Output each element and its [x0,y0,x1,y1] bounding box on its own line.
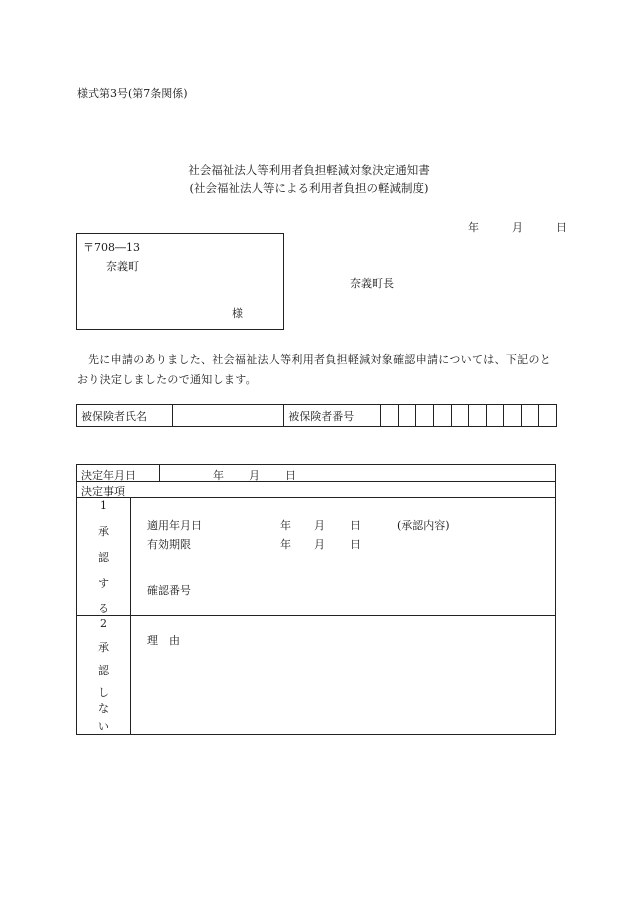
approve-char: す [98,577,109,590]
insured-number-label: 被保険者番号 [284,405,381,427]
apply-month: 月 [314,519,325,532]
issue-date-year: 年 [468,221,479,234]
insured-number-digit[interactable] [434,405,452,427]
decision-date-month: 月 [249,469,260,482]
valid-year: 年 [280,538,291,551]
postal-code: 〒708―13 [83,241,140,254]
document-title: 社会福祉法人等利用者負担軽減対象決定通知書 [188,163,430,177]
issue-date-month: 月 [512,221,523,234]
reject-char: し [98,686,109,699]
insured-number-digit[interactable] [451,405,469,427]
approve-number: 1 [100,499,107,512]
divider [77,615,555,616]
approve-char: 認 [98,551,109,564]
insured-number-digit[interactable] [398,405,416,427]
divider [77,497,555,498]
form-number: 様式第3号(第7条関係) [77,87,188,100]
valid-period-label: 有効期限 [147,538,191,551]
insured-number-digit[interactable] [504,405,522,427]
reject-char: い [98,720,109,733]
issuer-name: 奈義町長 [350,277,394,290]
issue-date-day: 日 [556,221,567,234]
insured-number-digit[interactable] [521,405,539,427]
apply-date-label: 適用年月日 [147,519,202,532]
honorific: 様 [232,307,243,320]
reject-char: 認 [98,664,109,677]
decision-items-label: 決定事項 [81,485,125,498]
confirmation-number-label: 確認番号 [147,584,191,597]
insured-table [76,404,557,427]
valid-day: 日 [350,538,361,551]
address-town: 奈義町 [106,260,139,273]
approval-content-label: (承認内容) [397,519,450,532]
insured-name-field[interactable] [173,405,284,427]
reject-char: な [98,702,109,715]
insured-number-digit[interactable] [416,405,434,427]
decision-date-year: 年 [213,469,224,482]
apply-day: 日 [350,519,361,532]
approve-char: 承 [98,525,109,538]
address-box [76,233,284,330]
document-subtitle: (社会福祉法人等による利用者負担の軽減制度) [189,181,429,195]
decision-date-label: 決定年月日 [81,469,136,482]
body-text [77,350,557,390]
insured-number-digit[interactable] [381,405,399,427]
approve-char: る [98,602,109,615]
reject-char: 承 [98,641,109,654]
insured-number-digit[interactable] [486,405,504,427]
valid-month: 月 [314,538,325,551]
apply-year: 年 [280,519,291,532]
decision-date-day: 日 [285,469,296,482]
insured-number-digit[interactable] [539,405,557,427]
insured-name-label: 被保険者氏名 [77,405,173,427]
insured-number-digit[interactable] [469,405,487,427]
reject-number: 2 [100,617,107,630]
issue-date [468,219,567,235]
divider [77,481,555,482]
notice-paragraph: 先に申請のありました、社会福祉法人等利用者負担軽減対象確認申請については、下記のとおり決定しましたので通知します。 [77,353,552,386]
divider [159,465,160,481]
decision-table [76,464,556,735]
reason-label: 理 由 [147,634,180,647]
